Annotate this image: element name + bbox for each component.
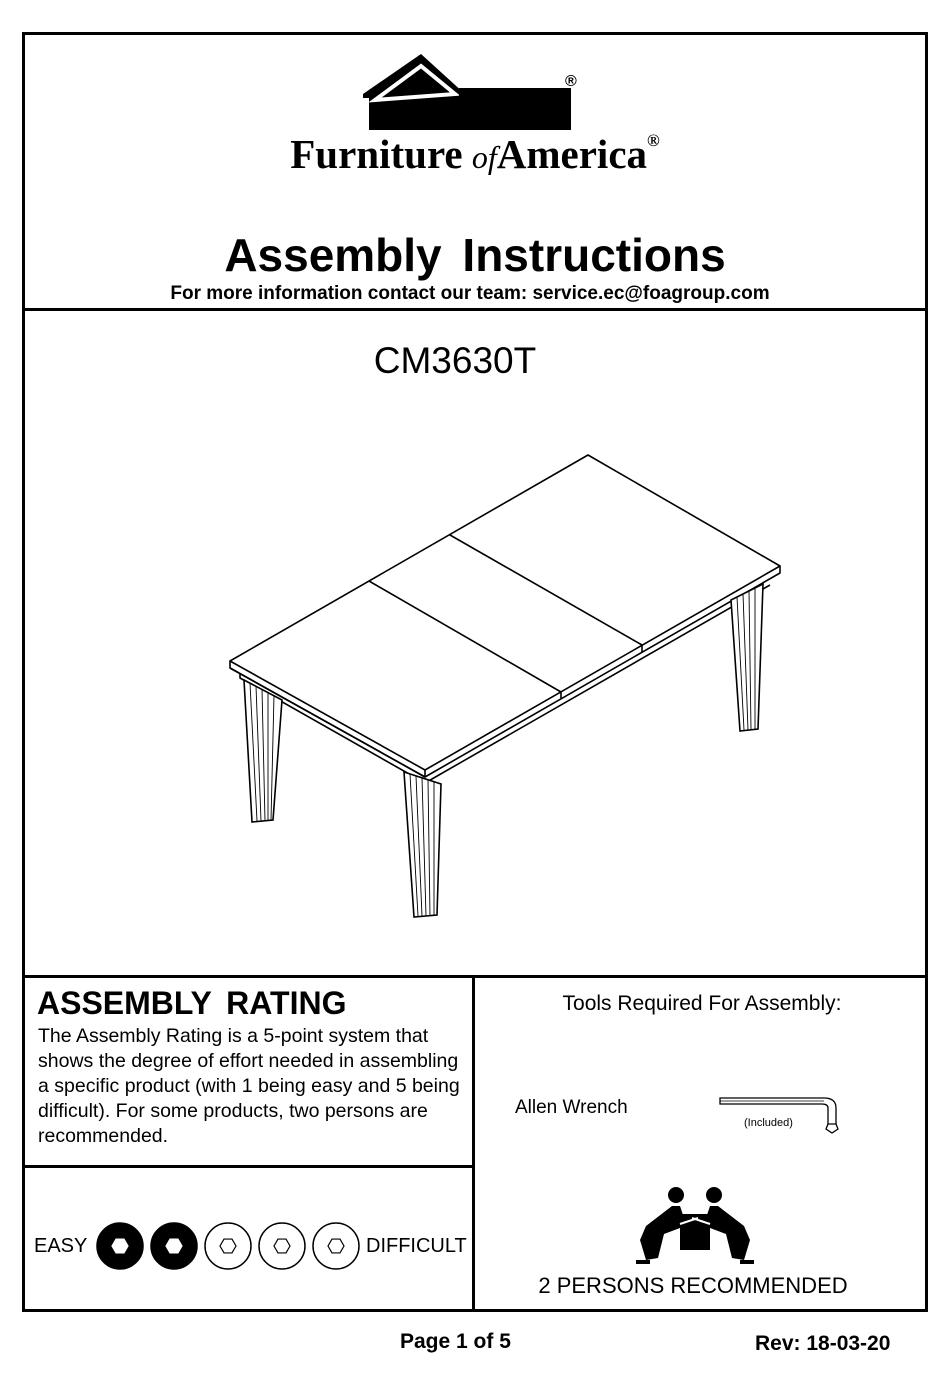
allen-wrench-icon <box>718 1094 840 1136</box>
document-title: Assembly Instructions <box>224 229 726 281</box>
rating-divider <box>22 1165 474 1168</box>
difficult-label: DIFFICULT <box>366 1235 467 1257</box>
rating-dot-1-filled <box>97 1223 143 1269</box>
illustration-divider <box>22 975 928 978</box>
brand-word-furniture: Furniture <box>290 131 463 177</box>
rating-dot-5-empty <box>313 1223 359 1269</box>
tool-included-note: (Included) <box>744 1117 793 1129</box>
model-number: CM3630T <box>373 340 537 381</box>
svg-text:®: ® <box>565 73 577 90</box>
brand-word-america: America <box>496 131 648 177</box>
contact-line: For more information contact our team: service.ec@foagroup.com <box>170 283 770 304</box>
persons-recommended-label: 2 PERSONS RECOMMENDED <box>538 1273 848 1298</box>
assembly-rating-title: ASSEMBLY RATING <box>37 985 347 1021</box>
brand-word-of: of <box>471 139 497 175</box>
easy-label: EASY <box>34 1235 88 1257</box>
two-persons-lifting-icon <box>636 1184 754 1266</box>
rating-dot-2-filled <box>151 1223 197 1269</box>
page-number: Page 1 of 5 <box>400 1330 511 1353</box>
rating-scale <box>96 1221 361 1271</box>
rating-dot-3-empty <box>205 1223 251 1269</box>
column-divider <box>472 975 475 1310</box>
revision-date: Rev: 18-03-20 <box>755 1332 891 1355</box>
rating-dot-4-empty <box>259 1223 305 1269</box>
tool-name: Allen Wrench <box>515 1097 628 1118</box>
tools-required-title: Tools Required For Assembly: <box>562 992 842 1015</box>
brand-registered-mark: ® <box>647 131 660 150</box>
assembly-rating-description: The Assembly Rating is a 5-point system that shows the degree of effort needed in assembling a specific product (with 1 being easy and 5 being difficult). For some products, two persons are recommended. <box>38 1025 460 1147</box>
